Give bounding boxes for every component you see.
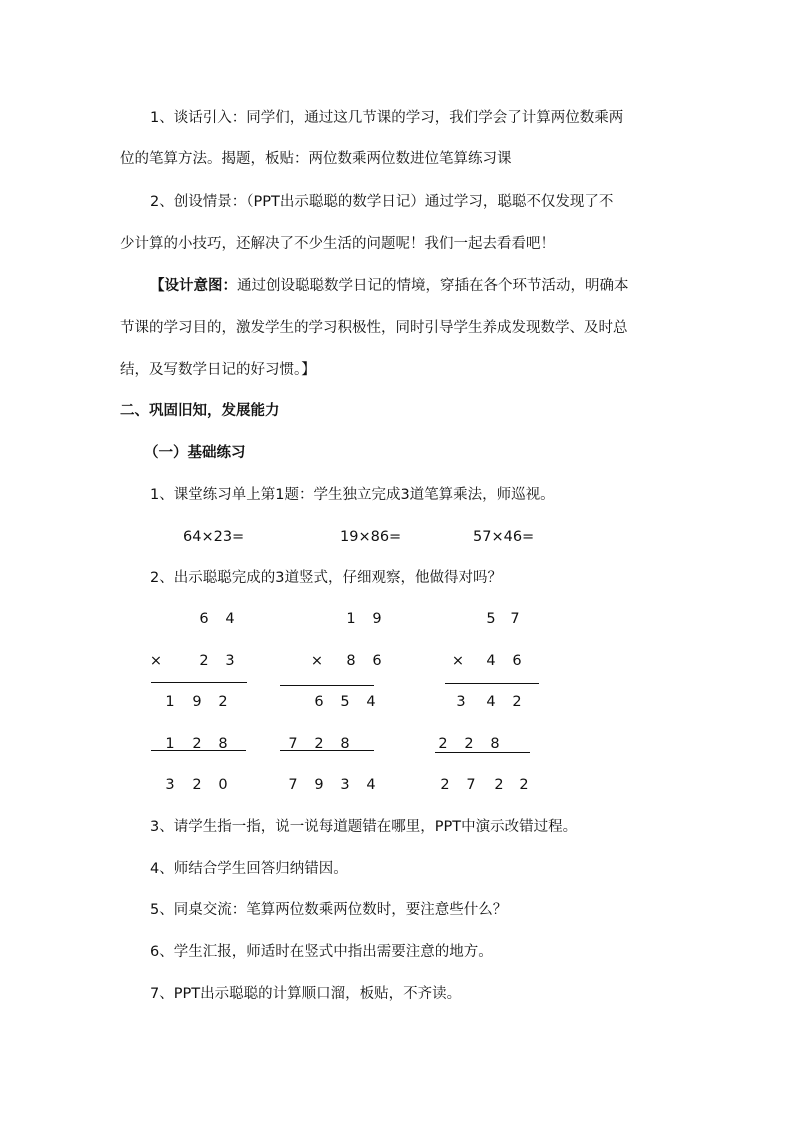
calc-2-partial2-digit: 7 [288,736,298,752]
calc-3-result-digit: 7 [466,777,476,793]
paragraph-2-line-2: 少计算的小技巧，还解决了不少生活的问题呢！我们一起去看看吧！ [120,236,555,252]
exercise-3: 57×46= [473,529,535,545]
item-7: 7、PPT出示聪聪的计算顺口溜，板贴，不齐读。 [150,986,462,1002]
item-3: 3、请学生指一指，说一说每道题错在哪里，PPT中演示改错过程。 [150,819,578,835]
calc-3-partial1-digit: 2 [512,694,522,710]
calc-1-rule [151,750,246,751]
calc-3-top-digit: 5 [486,611,496,627]
design-intent-text: 通过创设聪聪数学日记的情境，穿插在各个环节活动，明确本 [237,278,629,294]
calc-2-result-digit: 3 [340,777,350,793]
calc-1-top-digit: 4 [225,611,235,627]
item-2: 2、出示聪聪完成的3道竖式，仔细观察，他做得对吗？ [150,570,502,586]
paragraph-1-line-1: 1、谈话引入：同学们，通过这几节课的学习，我们学会了计算两位数乘两 [150,110,624,126]
calc-2-result-digit: 4 [366,777,376,793]
calc-3-partial2-digit: 8 [490,736,500,752]
design-intent-line-1 [150,276,629,296]
calc-3-partial1-digit: 4 [486,694,496,710]
exercise-2: 19×86= [340,529,402,545]
calc-2-top-digit: 9 [372,611,382,627]
calc-2-partial1-digit: 4 [366,694,376,710]
paragraph-1-line-2: 位的笔算方法。揭题，板贴：两位数乘两位数进位笔算练习课 [120,151,512,167]
calc-1-partial1-digit: 9 [192,694,202,710]
calc-1-partial2-digit: 1 [165,736,175,752]
calc-3-result-digit: 2 [440,777,450,793]
calc-1-rule [151,682,247,683]
calc-1-result-digit: 3 [165,777,175,793]
item-5: 5、同桌交流：笔算两位数乘两位数时，要注意些什么？ [150,902,508,918]
item-4: 4、师结合学生回答归纳错因。 [150,861,348,877]
calc-3-top-digit: 7 [510,611,520,627]
item-6: 6、学生汇报，师适时在竖式中指出需要注意的地方。 [150,944,493,960]
calc-2-rule [280,685,374,686]
calc-3-rule [445,683,539,684]
item-1: 1、课堂练习单上第1题：学生独立完成3道笔算乘法，师巡视。 [150,487,555,503]
calc-3-rule [435,752,530,753]
calc-2-partial2-digit: 8 [340,736,350,752]
calc-1-multiply-sign: × [149,653,163,669]
calc-1-partial1-digit: 1 [165,694,175,710]
calc-2-multiplier-digit: 8 [346,653,356,669]
calc-1-top-digit: 6 [199,611,209,627]
design-intent-line-2: 节课的学习目的，激发学生的学习积极性，同时引导学生养成发现数学、及时总 [120,320,628,336]
calc-2-result-digit: 7 [288,777,298,793]
calc-1-partial2-digit: 2 [192,736,202,752]
calc-3-partial2-digit: 2 [464,736,474,752]
calc-1-result-digit: 2 [192,777,202,793]
design-intent-label: 【设计意图： [150,278,237,294]
calc-2-rule [280,750,374,751]
calc-1-result-digit: 0 [218,777,228,793]
calc-3-result-digit: 2 [519,777,529,793]
calc-2-top-digit: 1 [346,611,356,627]
calc-2-result-digit: 9 [314,777,324,793]
calc-2-multiply-sign: × [310,653,324,669]
calc-2-partial1-digit: 6 [314,694,324,710]
calc-3-multiplier-digit: 6 [512,653,522,669]
calc-3-partial2-digit: 2 [438,736,448,752]
calc-3-result-digit: 2 [494,777,504,793]
paragraph-2-line-1: 2、创设情景：（PPT出示聪聪的数学日记）通过学习，聪聪不仅发现了不 [150,194,614,210]
design-intent-line-3: 结，及写数学日记的好习惯。】 [120,362,316,378]
calc-2-partial1-digit: 5 [340,694,350,710]
sub-heading: （一）基础练习 [144,445,246,461]
calc-2-partial2-digit: 2 [314,736,324,752]
calc-1-multiplier-digit: 2 [199,653,209,669]
exercise-1: 64×23= [183,529,245,545]
calc-1-partial1-digit: 2 [218,694,228,710]
section-heading: 二、巩固旧知，发展能力 [120,403,280,419]
calc-2-multiplier-digit: 6 [372,653,382,669]
calc-3-multiply-sign: × [451,653,465,669]
calc-1-partial2-digit: 8 [218,736,228,752]
calc-1-multiplier-digit: 3 [225,653,235,669]
calc-3-partial1-digit: 3 [456,694,466,710]
calc-3-multiplier-digit: 4 [486,653,496,669]
